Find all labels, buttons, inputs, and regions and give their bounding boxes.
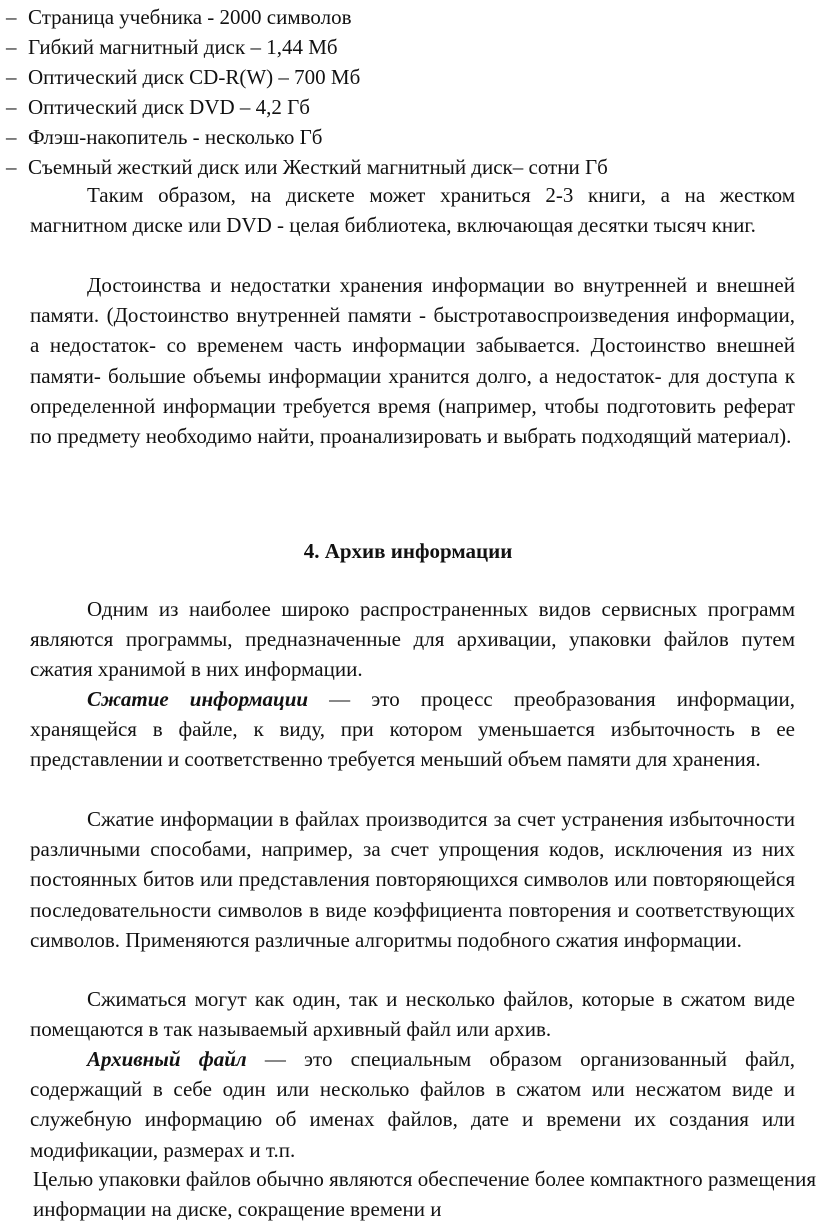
compress-files-paragraph: Сжиматься могут как один, так и несколько файлов, которые в сжатом виде помещаются в так называемый архивный файл или архив.: [30, 987, 795, 1042]
list-item: [6, 152, 806, 182]
list-item: [6, 62, 806, 92]
dash-marker: –: [6, 125, 17, 149]
dash-marker: –: [6, 5, 17, 29]
list-item-text: Гибкий магнитный диск – 1,44 Мб: [28, 35, 338, 59]
list-item-text: Флэш-накопитель - несколько Гб: [28, 125, 323, 149]
list-item: [6, 2, 806, 32]
summary-paragraph: Таким образом, на дискете может храниться 2-3 книги, а на жестком магнитном диске или DVD - целая библиотека, включающая десятки тысяч книг.: [30, 183, 795, 238]
packing-goal-paragraph: Целью упаковки файлов обычно являются обеспечение более компактного размещения информации на диске, сокращение времени и: [33, 1167, 816, 1222]
pros-cons-paragraph: Достоинства и недостатки хранения информации во внутренней и внешней памяти. (Достоинство внутренней памяти - быстротавоспроизведения информации, а недостаток- со временем часть информации забывается. Достоинство внешней памяти- большие объемы информации хранится долго, а недостаток- для доступа к определенной информации требуется время (например, чтобы подготовить реферат по предмету необходимо найти, проанализировать и выбрать подходящий материал).: [30, 273, 795, 449]
list-item: [6, 92, 806, 122]
list-item-text: Страница учебника - 2000 символов: [28, 5, 352, 29]
dash-marker: –: [6, 95, 17, 119]
list-item-text: Съемный жесткий диск или Жесткий магнитный диск– сотни Гб: [28, 155, 608, 179]
list-item: [6, 32, 806, 62]
compression-methods-paragraph: Сжатие информации в файлах производится за счет устранения избыточности различными способами, например, за счет упрощения кодов, исключения из них постоянных битов или представления повторяющихся символов или повторяющейся последовательности символов в виде коэффициента повторения и соответствующих символов. Применяются различные алгоритмы подобного сжатия информации.: [30, 807, 795, 952]
compression-definition-paragraph: [30, 684, 795, 775]
dash-marker: –: [6, 155, 17, 179]
archive-intro-paragraph: Одним из наиболее широко распространенных видов сервисных программ являются программы, предназначенные для архивации, упаковки файлов путем сжатия хранимой в них информации.: [30, 597, 795, 682]
dash-marker: –: [6, 35, 17, 59]
list-item-text: Оптический диск CD-R(W) – 700 Мб: [28, 65, 361, 89]
compression-definition-text: — это процесс преобразования информации, хранящейся в файле, к виду, при котором уменьшается избыточность в ее представлении и соответственно требуется меньший объем памяти для хранения.: [30, 687, 796, 772]
archive-definition-text: — это специальным образом организованный файл, содержащий в себе один или несколько файлов в сжатом или несжатом виде и служебную информацию об именах файлов, дате и времени их создания или модификации, размерах и т.п.: [30, 1047, 795, 1162]
archive-definition-paragraph: [30, 1044, 795, 1165]
archive-term: Архивный файл: [87, 1047, 247, 1071]
storage-capacity-list: [6, 2, 806, 182]
dash-marker: –: [6, 65, 17, 89]
compression-term: Сжатие информации: [87, 687, 309, 711]
list-item-text: Оптический диск DVD – 4,2 Гб: [28, 95, 310, 119]
section-heading: 4. Архив информации: [303, 539, 513, 563]
list-item: [6, 122, 806, 152]
